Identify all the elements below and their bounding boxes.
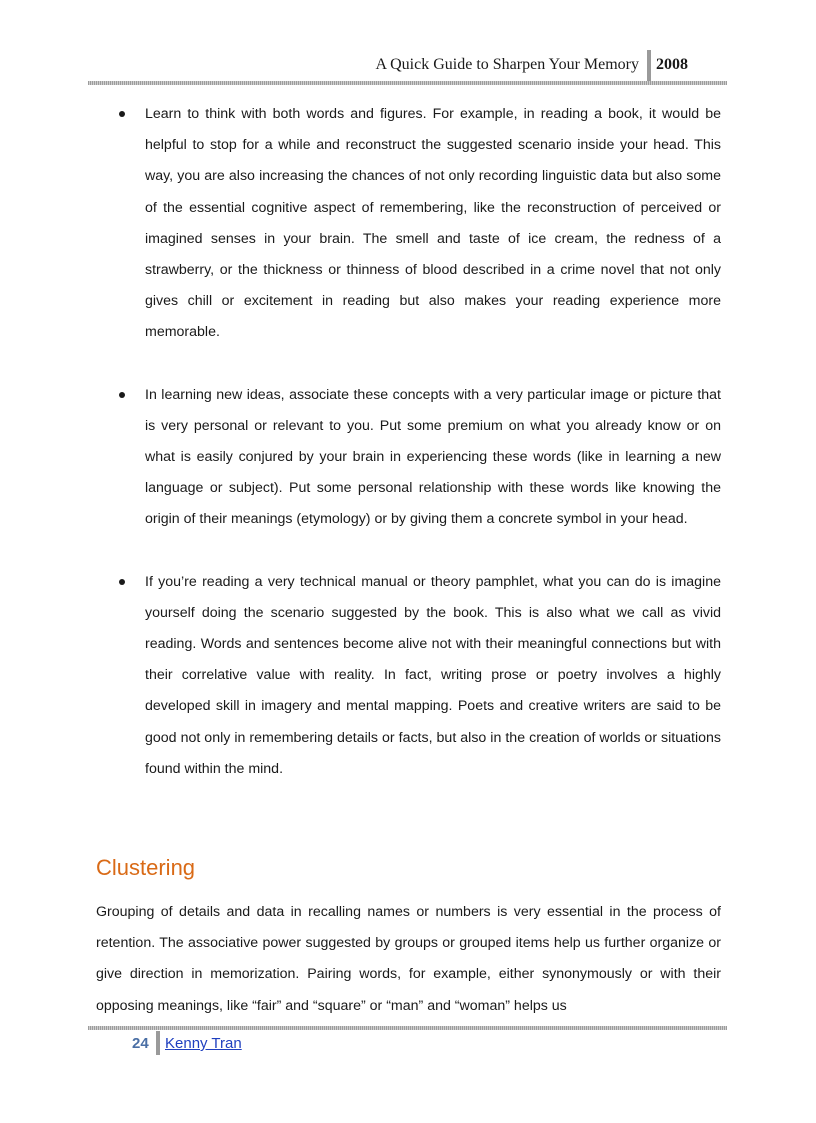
header-rule: [88, 81, 727, 85]
author-link[interactable]: Kenny Tran: [165, 1035, 242, 1052]
footer-rule: [88, 1026, 727, 1030]
section-body: Grouping of details and data in recalling names or numbers is very essential in the process of retention. The associative power suggested by groups or grouped items help us further organize or give direction in memorization. Pairing words, for example, either synonymously or with their opposing meanings, like “fair” and “square” or “man” and “woman” helps us: [96, 904, 721, 1014]
list-item: [115, 99, 721, 349]
list-item: [115, 567, 721, 785]
header-separator: [647, 50, 651, 81]
bullet-text: If you’re reading a very technical manual or theory pamphlet, what you can do is imagine yourself doing the scenario suggested by the book. This is also what we call as vivid reading. Words and sentences become alive not with their meaningful connections but with their correlative value with reality. In fact, writing prose or poetry involves a highly developed skill in imagery and mental mapping. Poets and creative writers are said to be good not only in remembering details or facts, but also in the creation of worlds or situations found within the mind.: [145, 573, 721, 777]
page-footer: [88, 1031, 727, 1061]
footer-separator: [156, 1031, 160, 1055]
section-heading: Clustering: [96, 855, 196, 880]
bullet-text: Learn to think with both words and figures. For example, in reading a book, it would be helpful to stop for a while and reconstruct the suggested scenario inside your head. This way, you are also increasing the chances of not only recording linguistic data but also some of the essential cognitive aspect of remembering, like the reconstruction of perceived or imagined senses in your brain. The smell and taste of ice cream, the redness of a strawberry, or the thickness or thinness of blood described in a crime novel that not only gives chill or excitement in reading but also makes your reading experience more memorable.: [145, 106, 721, 341]
header-year: 2008: [656, 56, 688, 73]
bullet-text: In learning new ideas, associate these concepts with a very particular image or picture that is very personal or relevant to you. Put some premium on what you already know or on what is easily conjured by your brain in experiencing these words (like in learning a new language or subject). Put some personal relationship with these words like knowing the origin of their meanings (etymology) or by giving them a concrete symbol in your head.: [145, 386, 721, 528]
header-title: A Quick Guide to Sharpen Your Memory: [375, 56, 639, 73]
bullet-icon: [119, 111, 125, 117]
bullet-icon: [119, 579, 125, 585]
list-item: [115, 380, 721, 536]
page-number: 24: [132, 1035, 149, 1052]
bullet-icon: [119, 392, 125, 398]
bullet-list: [115, 99, 721, 816]
page-header: [88, 50, 727, 84]
